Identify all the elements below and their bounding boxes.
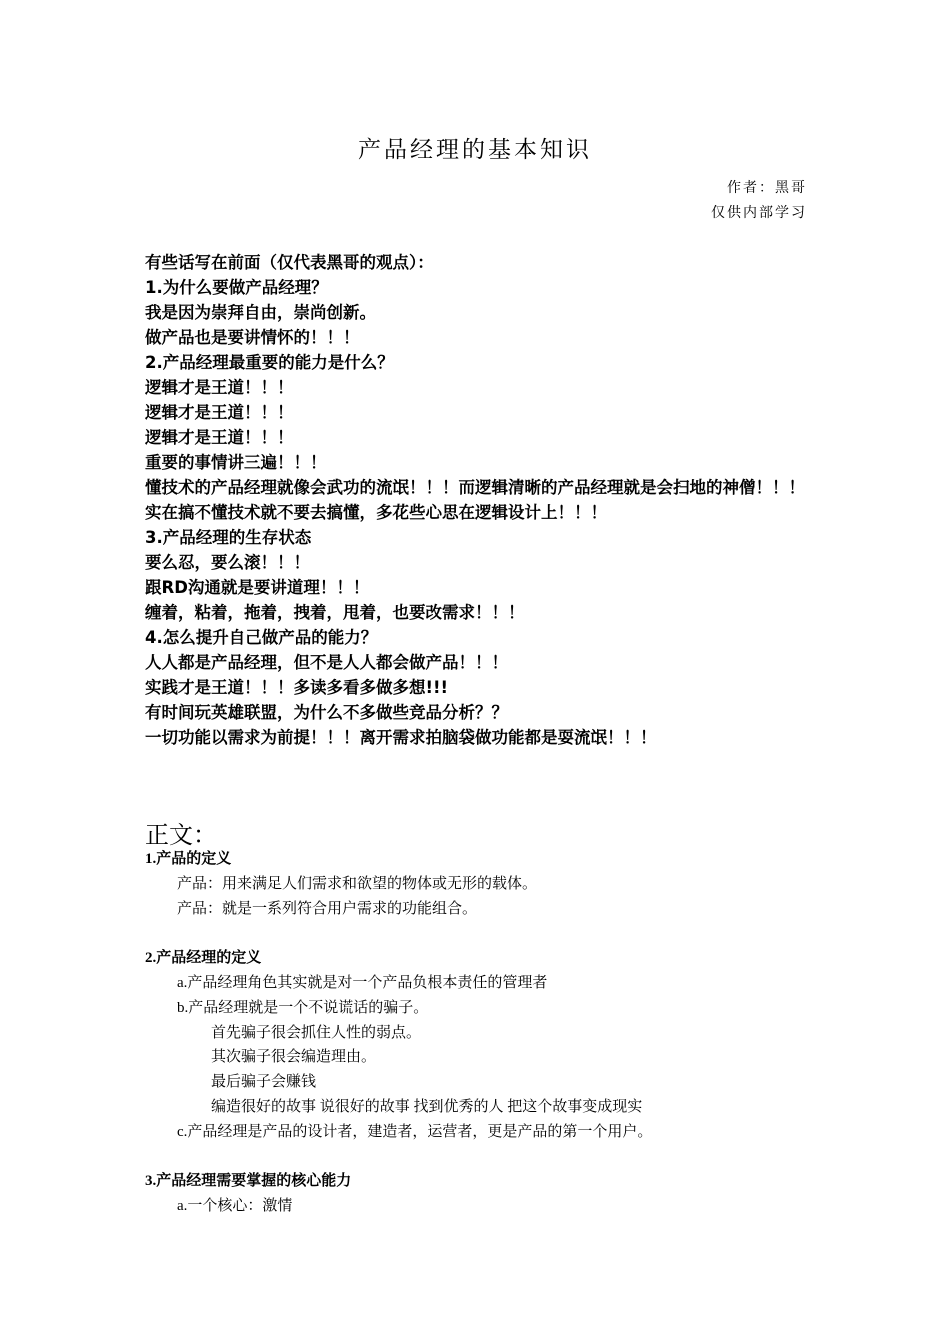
blank-line: [145, 921, 825, 946]
preface-line: 缠着，粘着，拖着，拽着，甩着，也要改需求！！！: [145, 603, 525, 622]
preface-line: 3.产品经理的生存状态: [145, 528, 312, 547]
preface-block: [145, 250, 815, 750]
preface-line: 人人都是产品经理，但不是人人都会做产品！！！: [145, 653, 508, 672]
preface-line: 做产品也是要讲情怀的！！！: [145, 328, 360, 347]
preface-line: 2.产品经理最重要的能力是什么？: [145, 353, 394, 372]
main-heading: 正文：: [145, 821, 217, 849]
section-heading: 1.产品的定义: [145, 851, 232, 867]
preface-line: 逻辑才是王道！！！: [145, 428, 294, 447]
preface-line: 跟RD沟通就是要讲道理！！！: [145, 578, 370, 597]
blank-line: [145, 1145, 825, 1170]
body-line: 其次骗子很会编造理由。: [211, 1049, 377, 1066]
section-heading: 2.产品经理的定义: [145, 950, 262, 967]
body-line: a.一个核心：激情: [177, 1198, 293, 1215]
preface-line: 懂技术的产品经理就像会武功的流氓！！！而逻辑清晰的产品经理就是会扫地的神僧！！！: [145, 478, 805, 497]
preface-line: 逻辑才是王道！！！: [145, 378, 294, 397]
preface-line: 重要的事情讲三遍！！！: [145, 453, 327, 472]
preface-line: 要么忍，要么滚！！！: [145, 553, 310, 572]
preface-line: 4.怎么提升自己做产品的能力？: [145, 628, 378, 647]
body-line: b.产品经理就是一个不说谎话的骗子。: [177, 999, 429, 1016]
preface-line: 有些话写在前面（仅代表黑哥的观点）：: [145, 253, 434, 272]
body-line: a.产品经理角色其实就是对一个产品负根本责任的管理者: [177, 974, 548, 991]
body-line: 首先骗子很会抓住人性的弱点。: [211, 1024, 422, 1041]
preface-line: 一切功能以需求为前提！！！离开需求拍脑袋做功能都是耍流氓！！！: [145, 728, 657, 747]
document-title: 产品经理的基本知识: [358, 137, 592, 163]
preface-line: 1.为什么要做产品经理？: [145, 278, 328, 297]
body-line: 产品：就是一系列符合用户需求的功能组合。: [177, 900, 478, 917]
preface-line: 逻辑才是王道！！！: [145, 403, 294, 422]
body-line: 编造很好的故事 说很好的故事 找到优秀的人 把这个故事变成现实: [211, 1098, 643, 1115]
preface-line: 我是因为崇拜自由，崇尚创新。: [145, 303, 376, 322]
body-line: c.产品经理是产品的设计者，建造者，运营者，更是产品的第一个用户。: [177, 1123, 653, 1140]
preface-line: 有时间玩英雄联盟，为什么不多做些竞品分析？？: [145, 703, 508, 722]
body-line: 最后骗子会赚钱: [211, 1074, 317, 1091]
author-line: 作者：黑哥: [727, 180, 807, 196]
section-heading: 3.产品经理需要掌握的核心能力: [145, 1173, 352, 1190]
internal-note: 仅供内部学习: [711, 205, 807, 221]
body-line: 产品：用来满足人们需求和欲望的物体或无形的载体。: [177, 875, 538, 892]
preface-line: 实践才是王道！！！多读多看多做多想!!!: [145, 678, 449, 697]
preface-line: 实在搞不懂技术就不要去搞懂，多花些心思在逻辑设计上！！！: [145, 503, 607, 522]
main-body: [145, 847, 825, 1219]
